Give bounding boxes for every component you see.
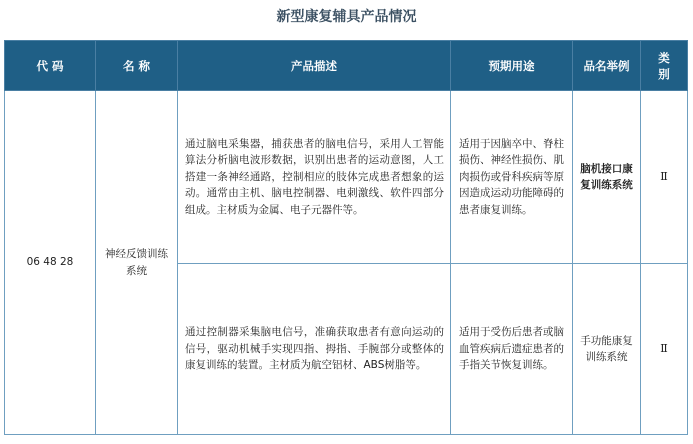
table-row xyxy=(5,91,688,264)
class-cell: Ⅱ xyxy=(641,264,688,435)
header-example: 品名举例 xyxy=(573,41,641,91)
description-cell: 通过控制器采集脑电信号，准确获取患者有意向运动的信号，驱动机械手实现四指、拇指、手腕部分或整体的康复训练的装置。主材质为航空铝材、ABS树脂等。 xyxy=(178,264,451,435)
class-cell: Ⅱ xyxy=(641,91,688,264)
header-code: 代 码 xyxy=(5,41,96,91)
table-header-row xyxy=(5,41,688,91)
header-name: 名 称 xyxy=(96,41,178,91)
page-title: 新型康复辅具产品情况 xyxy=(276,9,417,25)
intended-use-cell: 适用于受伤后患者或脑血管疾病后遗症患者的手指关节恢复训练。 xyxy=(451,264,573,435)
name-cell xyxy=(96,91,178,435)
intended-use-cell: 适用于因脑卒中、脊柱损伤、神经性损伤、肌肉损伤或骨科疾病等原因造成运动功能障碍的患者康复训练。 xyxy=(451,91,573,264)
description-cell: 通过脑电采集器，捕获患者的脑电信号，采用人工智能算法分析脑电波形数据，识别出患者的运动意图，人工搭建一条神经通路，控制相应的肢体完成患者想象的运动。通常由主机、脑电控制器、电刺激线、软件四部分组成。主材质为金属、电子元器件等。 xyxy=(178,91,451,264)
example-cell: 手功能康复训练系统 xyxy=(573,264,641,435)
header-class xyxy=(641,41,688,91)
code-cell: 06 48 28 xyxy=(5,91,96,435)
product-table xyxy=(4,40,688,435)
name-text: 神经反馈训练系统 xyxy=(105,248,168,277)
header-intended-use: 预期用途 xyxy=(451,41,573,91)
header-description: 产品描述 xyxy=(178,41,451,91)
header-class-label: 类 别 xyxy=(658,50,670,81)
example-cell: 脑机接口康复训练系统 xyxy=(573,91,641,264)
